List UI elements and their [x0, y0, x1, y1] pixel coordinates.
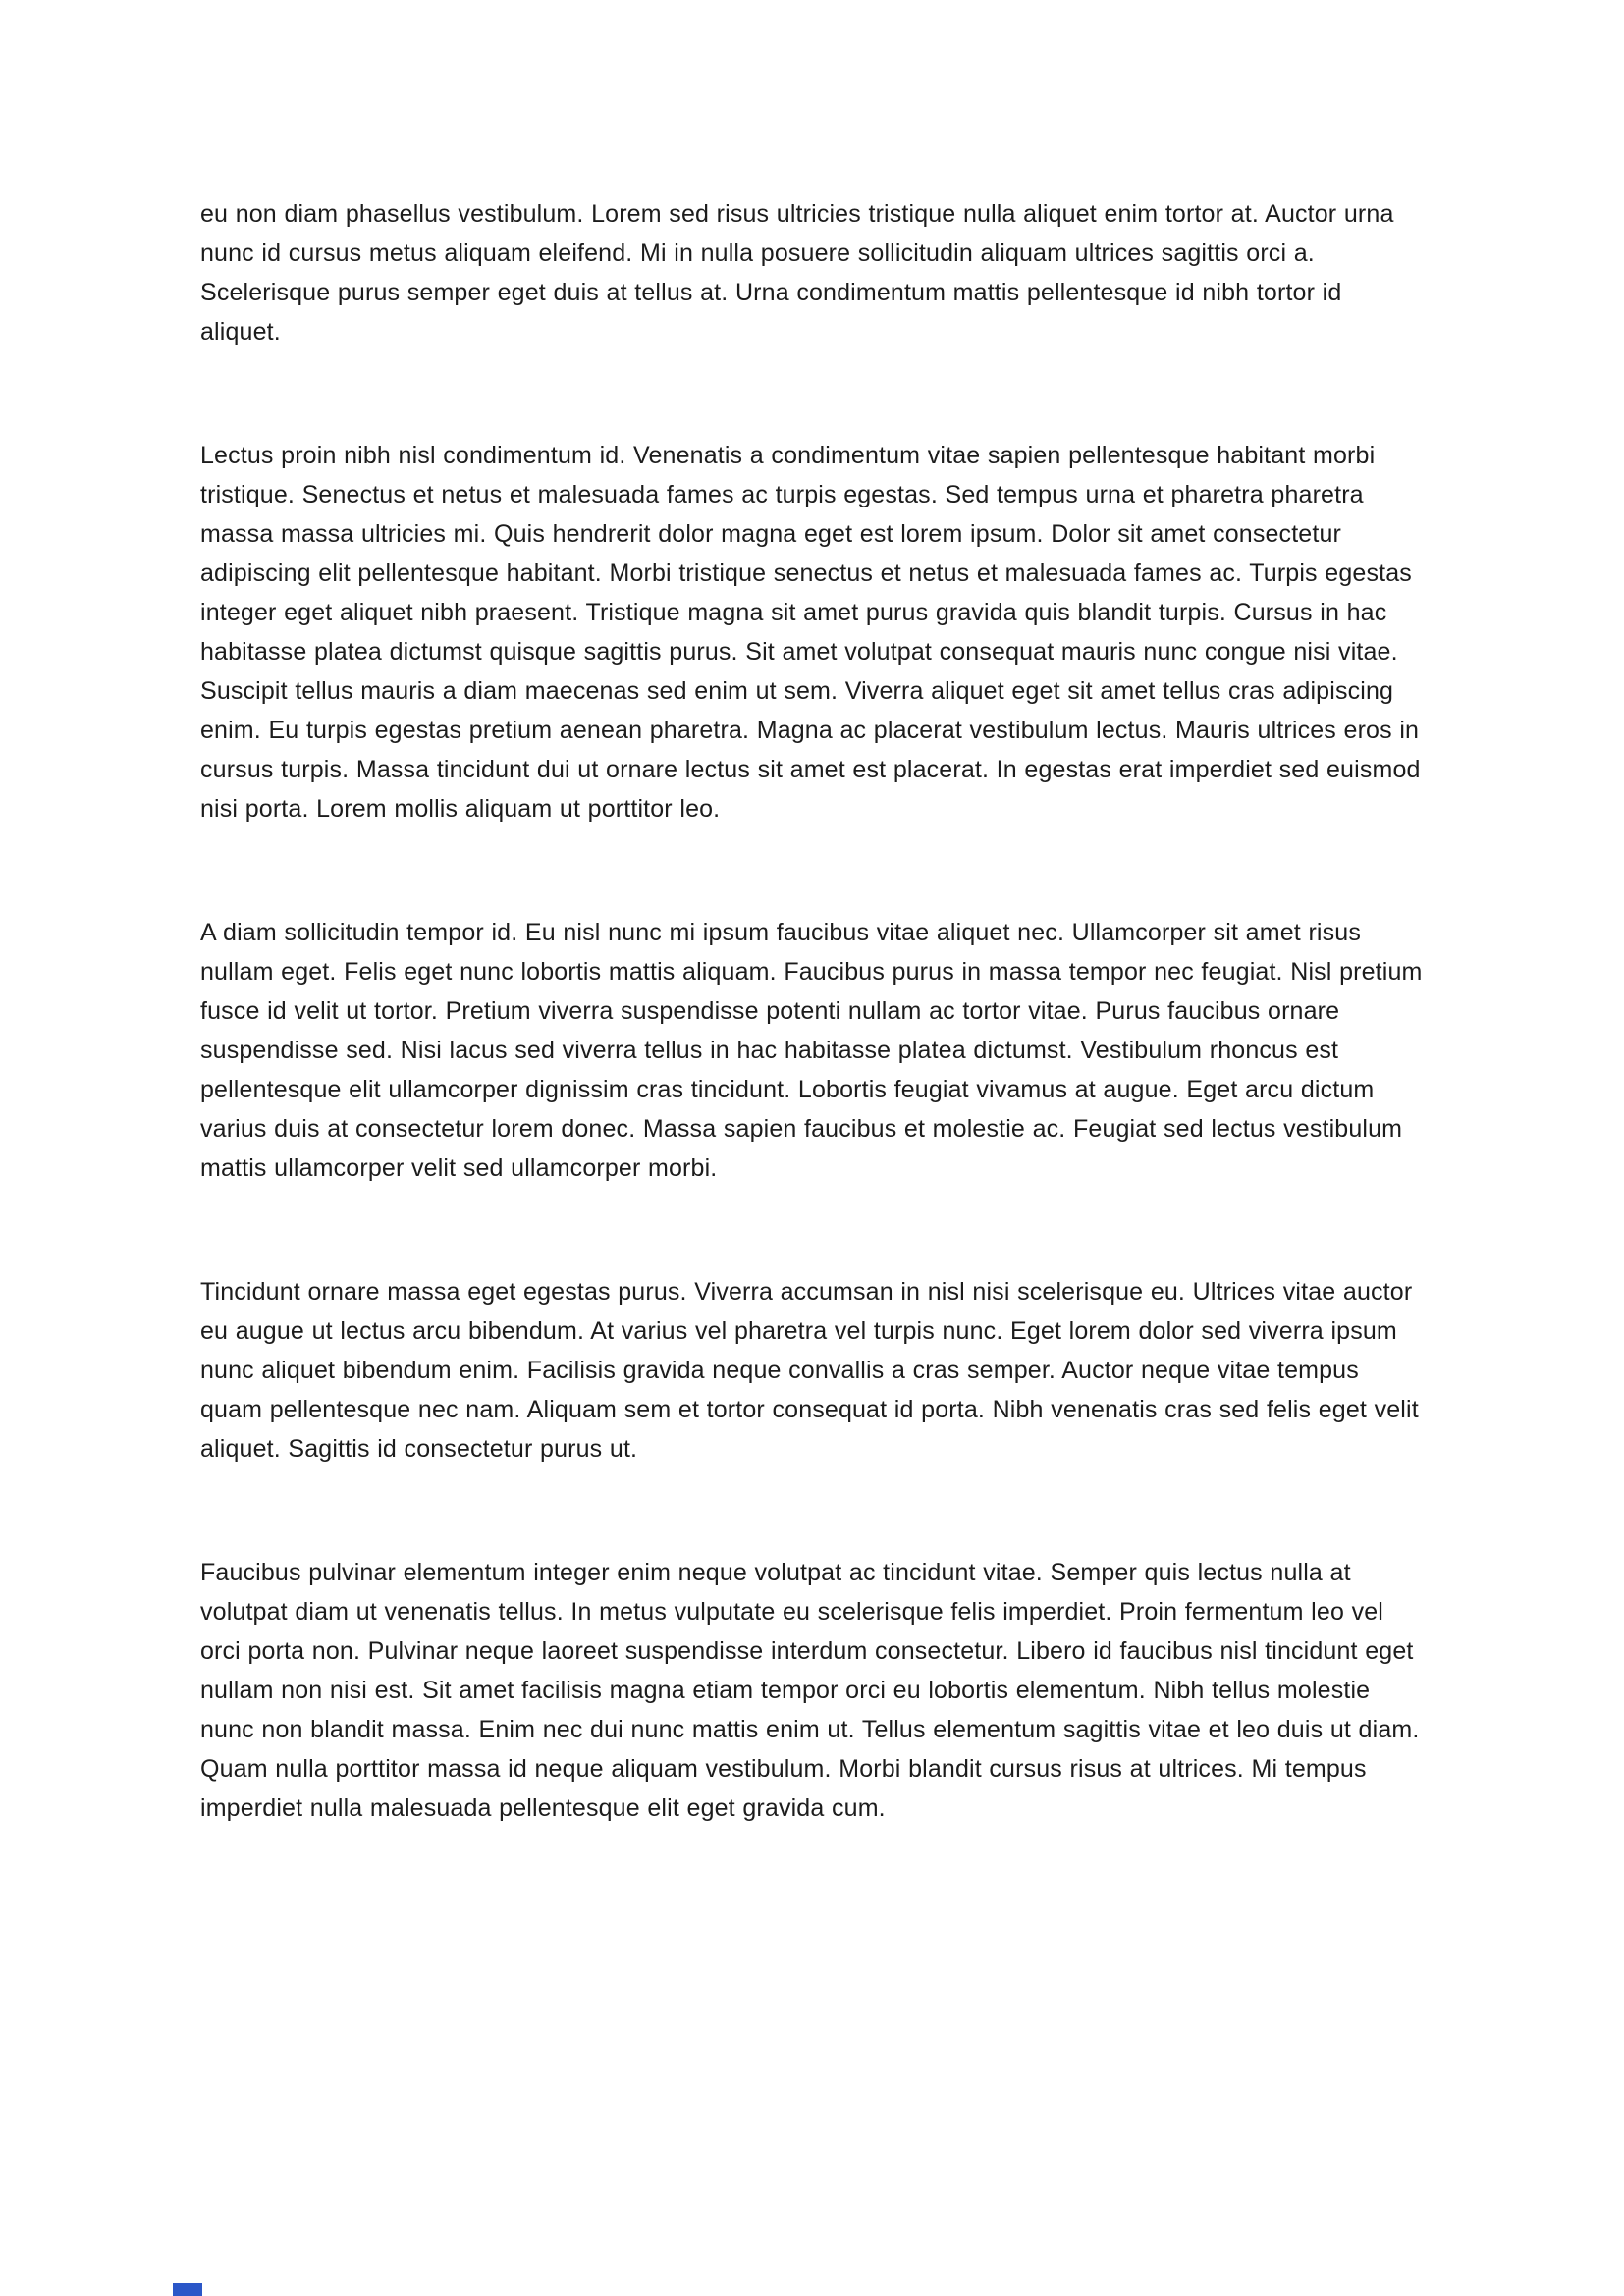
paragraph: eu non diam phasellus vestibulum. Lorem sed risus ultricies tristique nulla aliquet enim tortor at. Auctor urna nunc id cursus metus aliquam eleifend. Mi in nulla posuere sollicitudin aliquam ultrices sagittis orci a. Scelerisque purus semper eget duis at tellus at. Urna condimentum mattis pellentesque id nibh tortor id aliquet.	[200, 200, 1394, 346]
paragraph: Faucibus pulvinar elementum integer enim neque volutpat ac tincidunt vitae. Semper quis lectus nulla at volutpat diam ut venenatis tellus. In metus vulputate eu scelerisque felis imperdiet. Proin fermentum leo vel orci porta non. Pulvinar neque laoreet suspendisse interdum consectetur. Libero id faucibus nisl tincidunt eget nullam non nisi est. Sit amet facilisis magna etiam tempor orci eu lobortis elementum. Nibh tellus molestie nunc non blandit massa. Enim nec dui nunc mattis enim ut. Tellus elementum sagittis vitae et leo duis ut diam. Quam nulla porttitor massa id neque aliquam vestibulum. Morbi blandit cursus risus at ultrices. Mi tempus imperdiet nulla malesuada pellentesque elit eget gravida cum.	[200, 1559, 1420, 1822]
taskbar-icon-fragment[interactable]	[173, 2283, 202, 2296]
paragraph: Tincidunt ornare massa eget egestas purus. Viverra accumsan in nisl nisi scelerisque eu. Ultrices vitae auctor eu augue ut lectus arcu bibendum. At varius vel pharetra vel turpis nunc. Eget lorem dolor sed viverra ipsum nunc aliquet bibendum enim. Facilisis gravida neque convallis a cras semper. Auctor neque vitae tempus quam pellentesque nec nam. Aliquam sem et tortor consequat id porta. Nibh venenatis cras sed felis eget velit aliquet. Sagittis id consectetur purus ut.	[200, 1278, 1419, 1463]
paragraph: Lectus proin nibh nisl condimentum id. Venenatis a condimentum vitae sapien pellentesque habitant morbi tristique. Senectus et netus et malesuada fames ac turpis egestas. Sed tempus urna et pharetra pharetra massa massa ultricies mi. Quis hendrerit dolor magna eget est lorem ipsum. Dolor sit amet consectetur adipiscing elit pellentesque habitant. Morbi tristique senectus et netus et malesuada fames ac. Turpis egestas integer eget aliquet nibh praesent. Tristique magna sit amet purus gravida quis blandit turpis. Cursus in hac habitasse platea dictumst quisque sagittis purus. Sit amet volutpat consequat mauris nunc congue nisi vitae. Suscipit tellus mauris a diam maecenas sed enim ut sem. Viverra aliquet eget sit amet tellus cras adipiscing enim. Eu turpis egestas pretium aenean pharetra. Magna ac placerat vestibulum lectus. Mauris ultrices eros in cursus turpis. Massa tincidunt dui ut ornare lectus sit amet est placerat. In egestas erat imperdiet sed euismod nisi porta. Lorem mollis aliquam ut porttitor leo.	[200, 442, 1421, 823]
paragraph: A diam sollicitudin tempor id. Eu nisl nunc mi ipsum faucibus vitae aliquet nec. Ullamcorper sit amet risus nullam eget. Felis eget nunc lobortis mattis aliquam. Faucibus purus in massa tempor nec feugiat. Nisl pretium fusce id velit ut tortor. Pretium viverra suspendisse potenti nullam ac tortor vitae. Purus faucibus ornare suspendisse sed. Nisi lacus sed viverra tellus in hac habitasse platea dictumst. Vestibulum rhoncus est pellentesque elit ullamcorper dignissim cras tincidunt. Lobortis feugiat vivamus at augue. Eget arcu dictum varius duis at consectetur lorem donec. Massa sapien faucibus et molestie ac. Feugiat sed lectus vestibulum mattis ullamcorper velit sed ullamcorper morbi.	[200, 919, 1423, 1182]
